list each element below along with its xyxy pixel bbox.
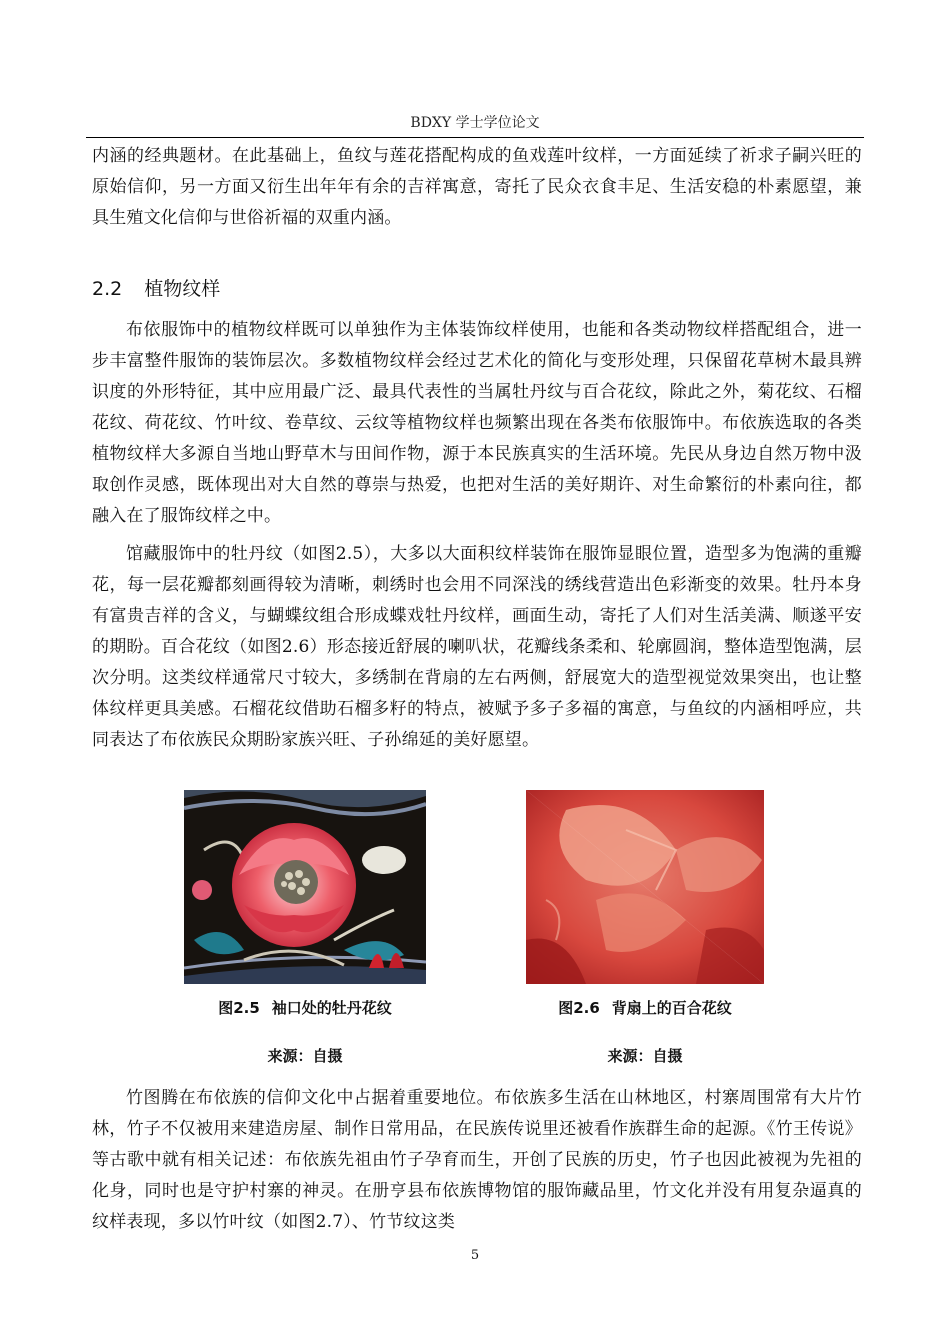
paragraph-plant-patterns: 布依服饰中的植物纹样既可以单独作为主体装饰纹样使用，也能和各类动物纹样搭配组合，进一步丰富整件服饰的装饰层次。多数植物纹样会经过艺术化的简化与变形处理，只保留花草树木最具辨识度的外形特征，其中应用最广泛、最具代表性的当属牡丹纹与百合花纹，除此之外，菊花纹、石榴花纹、荷花纹、竹叶纹、卷草纹、云纹等植物纹样也频繁出现在各类布依服饰中。布依族选取的各类植物纹样大多源自当地山野草木与田间作物，源于本民族真实的生活环境。先民从身边自然万物中汲取创作灵感，既体现出对大自然的尊崇与热爱，也把对生活的美好期许、对生命繁衍的朴素向往，都融入在了服饰纹样之中。 — [92, 320, 862, 526]
figure-lily-photo — [526, 790, 764, 984]
figure-source-2-6: 来源：自摄 — [607, 1047, 683, 1065]
section-title: 植物纹样 — [144, 278, 221, 300]
paragraph-continuation: 内涵的经典题材。在此基础上，鱼纹与莲花搭配构成的鱼戏莲叶纹样，一方面延续了祈求子嗣兴旺的原始信仰，另一方面又衍生出年年有余的吉祥寓意，寄托了民众衣食丰足、生活安稳的朴素愿望，兼具生殖文化信仰与世俗祈福的双重内涵。 — [92, 146, 862, 228]
figure-source-2-5: 来源：自摄 — [267, 1047, 343, 1065]
header-rule — [86, 137, 864, 138]
section-heading — [92, 274, 220, 301]
figure-number: 图2.6 — [558, 999, 600, 1017]
paragraph-bamboo: 竹图腾在布依族的信仰文化中占据着重要地位。布依族多生活在山林地区，村寨周围常有大片竹林，竹子不仅被用来建造房屋、制作日常用品，在民族传说里还被看作族群生命的起源。《竹王传说》等古歌中就有相关记述：布依族先祖由竹子孕育而生，开创了民族的历史，竹子也因此被视为先祖的化身，同时也是守护村寨的神灵。在册亨县布依族博物馆的服饰藏品里，竹文化并没有用复杂逼真的纹样表现，多以竹叶纹（如图2.7）、竹节纹这类 — [92, 1088, 862, 1232]
figure-peony-photo — [184, 790, 426, 984]
figure-caption-2-6 — [495, 997, 795, 1018]
running-header: BDXY 学士学位论文 — [410, 115, 540, 131]
figure-caption-2-5 — [155, 997, 455, 1018]
figure-number: 图2.5 — [218, 999, 260, 1017]
section-number: 2.2 — [92, 278, 123, 300]
figure-title: 背扇上的百合花纹 — [611, 999, 732, 1017]
paragraph-peony-lily: 馆藏服饰中的牡丹纹（如图2.5），大多以大面积纹样装饰在服饰显眼位置，造型多为饱满的重瓣花，每一层花瓣都刻画得较为清晰，刺绣时也会用不同深浅的绣线营造出色彩渐变的效果。牡丹本身有富贵吉祥的含义，与蝴蝶纹组合形成蝶戏牡丹纹样，画面生动，寄托了人们对生活美满、顺遂平安的期盼。百合花纹（如图2.6）形态接近舒展的喇叭状，花瓣线条柔和、轮廓圆润，整体造型饱满，层次分明。这类纹样通常尺寸较大，多绣制在背扇的左右两侧，舒展宽大的造型视觉效果突出，也让整体纹样更具美感。石榴花纹借助石榴多籽的特点，被赋予多子多福的寓意，与鱼纹的内涵相呼应，共同表达了布依族民众期盼家族兴旺、子孙绵延的美好愿望。 — [92, 544, 862, 750]
figure-title: 袖口处的牡丹花纹 — [271, 999, 392, 1017]
page-number: 5 — [470, 1248, 480, 1263]
